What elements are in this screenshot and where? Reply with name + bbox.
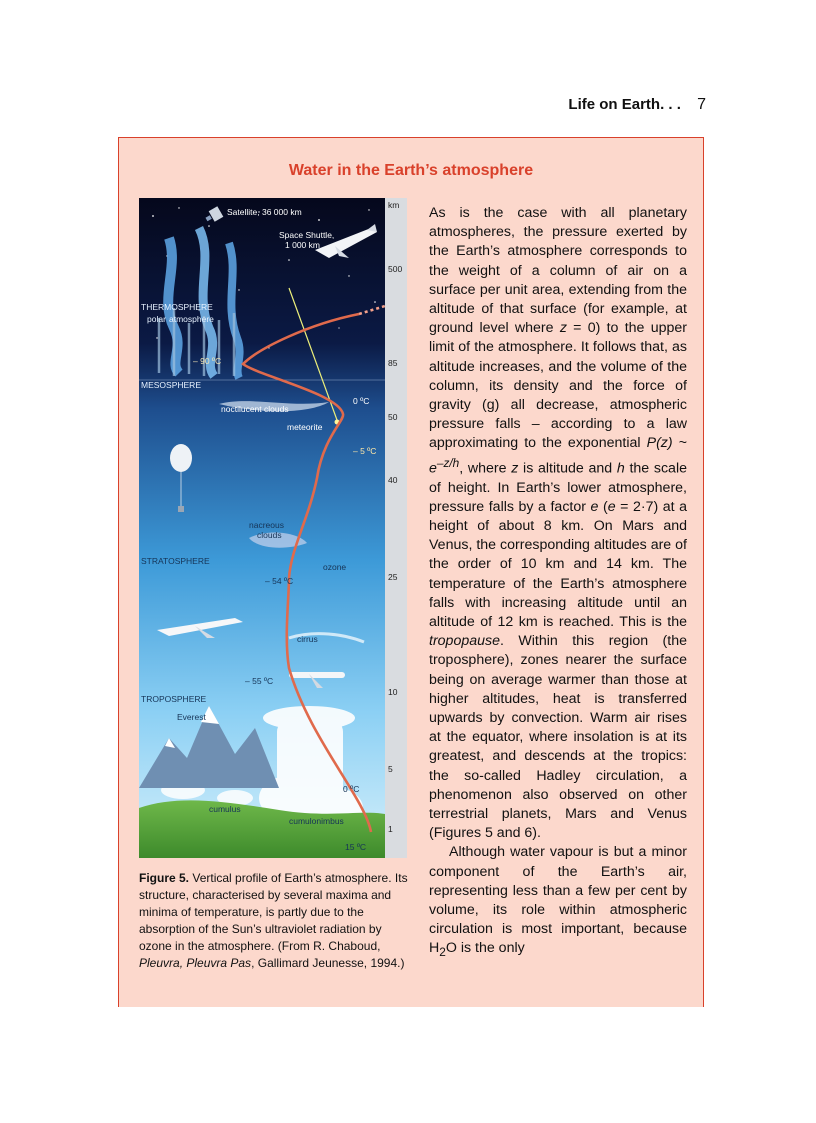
atmosphere-figure xyxy=(139,198,407,858)
paragraph-2 xyxy=(429,843,687,962)
label-stratosphere: STRATOSPHERE xyxy=(141,556,210,566)
scale-tick: 500 xyxy=(388,264,403,274)
atmosphere-illustration xyxy=(139,198,407,858)
text-run: the scale of height. In Earth’s lower atmosphere, pressure falls by a factor xyxy=(429,460,687,515)
italic-var: h xyxy=(616,460,625,477)
scale-tick: 85 xyxy=(388,358,398,368)
italic-var: e xyxy=(590,498,599,515)
label-temp-zero-low: 0 ºC xyxy=(343,784,360,794)
label-satellite: Satellite, 36 000 km xyxy=(227,207,302,217)
label-mesosphere: MESOSPHERE xyxy=(141,380,201,390)
label-temp-minus5: – 5 ºC xyxy=(353,446,377,456)
label-everest: Everest xyxy=(177,712,206,722)
italic-var: z xyxy=(511,460,519,477)
text-run: , where xyxy=(459,460,512,477)
label-shuttle-1: Space Shuttle, xyxy=(279,230,335,240)
scale-tick: 50 xyxy=(388,412,398,422)
scale-tick: 10 xyxy=(388,687,398,697)
text-run: As is the case with all planetary atmospheres, the pressure exerted by the Earth’s atmosphere corresponds to the weight of a column of air on a surface per unit area, extending from the altitude of that surface (for example, at ground level where xyxy=(429,205,687,337)
label-temp-zero-high: 0 ºC xyxy=(353,396,370,406)
italic-var: z xyxy=(559,320,567,337)
body-text xyxy=(429,204,687,962)
label-polar-1: polar xyxy=(147,314,166,324)
label-polar-2: atmosphere xyxy=(169,314,214,324)
text-run: O is the only xyxy=(445,940,525,957)
running-head-title: Life on Earth. . . xyxy=(568,96,681,113)
subscript: 2 xyxy=(439,945,446,960)
running-head xyxy=(0,96,706,114)
label-ozone: ozone xyxy=(323,562,347,572)
label-thermosphere: THERMOSPHERE xyxy=(141,302,213,312)
label-temp-minus90: – 90 ºC xyxy=(193,356,222,366)
text-run: = 0) to the upper limit of the atmosphere. It follows that, as altitude increases, and the volume of the column, its density and the force of gravity (g) all decrease, atmospheric pressure falls – according to a law approximating to the exponential xyxy=(429,320,687,452)
label-nacreous-1: nacreous xyxy=(249,520,284,530)
scale-tick: 25 xyxy=(388,572,398,582)
scale-unit: km xyxy=(388,200,400,210)
sidebar-box xyxy=(118,137,704,1007)
label-troposphere: TROPOSPHERE xyxy=(141,694,207,704)
label-cumulonimbus: cumulonimbus xyxy=(289,816,344,826)
label-temp-15: 15 ºC xyxy=(345,842,367,852)
text-run: = 2·7) at a height of about 8 km. On Mars and Venus, the corresponding altitudes are of the order of 10 km and 14 km. The temperature of the Earth’s atmosphere falls with increasing altitude until an altitude of 12 km is reached. This is the xyxy=(429,498,687,630)
figure-caption xyxy=(139,870,409,972)
label-nacreous-2: clouds xyxy=(257,530,282,540)
caption-italic-title: Pleuvra, Pleuvra Pas xyxy=(139,956,252,970)
scale-tick: 1 xyxy=(388,824,393,834)
formula-sim: ~ xyxy=(672,435,687,452)
label-noctilucent: noctilucent clouds xyxy=(221,404,289,414)
label-temp-minus54: – 54 ºC xyxy=(265,576,294,586)
formula-e: e xyxy=(429,460,437,477)
formula-exponent: –z/h xyxy=(436,455,460,470)
label-cumulus: cumulus xyxy=(209,804,241,814)
altitude-scale xyxy=(385,198,407,858)
label-cirrus: cirrus xyxy=(297,634,318,644)
text-run: . Within this region (the troposphere), zones nearer the surface being on average warmer than those at higher altitudes, heat is transferred upwards by convection. Warm air rises at the equator, where insolation is at its greatest, and descends at the tropics: the so-called Hadley circulation, a phenomenon also observed on other terrestrial planets, Mars and Venus (Figures 5 and 6). xyxy=(429,633,687,842)
caption-text-2: , Gallimard Jeunesse, 1994.) xyxy=(251,956,405,970)
text-run: ( xyxy=(598,498,608,515)
page-number: 7 xyxy=(697,96,706,113)
box-title: Water in the Earth’s atmosphere xyxy=(288,162,534,179)
italic-var: e xyxy=(607,498,616,515)
italic-term: tropopause xyxy=(429,633,500,650)
formula-p: P(z) xyxy=(646,435,673,452)
scale-tick: 5 xyxy=(388,764,393,774)
figure-label: Figure 5. xyxy=(139,871,190,885)
label-temp-minus55: – 55 ºC xyxy=(245,676,274,686)
paragraph-1 xyxy=(429,204,687,843)
text-run: Although water vapour is but a minor component of the Earth’s air, representing less than a few per cent by volume, its role within atmospheric circulation is most important, because H xyxy=(429,844,687,957)
text-run: is altitude and xyxy=(518,460,617,477)
label-shuttle-2: 1 000 km xyxy=(285,240,320,250)
caption-text-1: Vertical profile of Earth’s atmosphere. Its structure, characterised by several maxima and minima of temperature, is partly due to the absorption of the Sun’s ultraviolet radiation by ozone in the atmosphere. (From R. Chaboud, xyxy=(139,871,408,953)
scale-tick: 40 xyxy=(388,475,398,485)
label-meteorite: meteorite xyxy=(287,422,323,432)
